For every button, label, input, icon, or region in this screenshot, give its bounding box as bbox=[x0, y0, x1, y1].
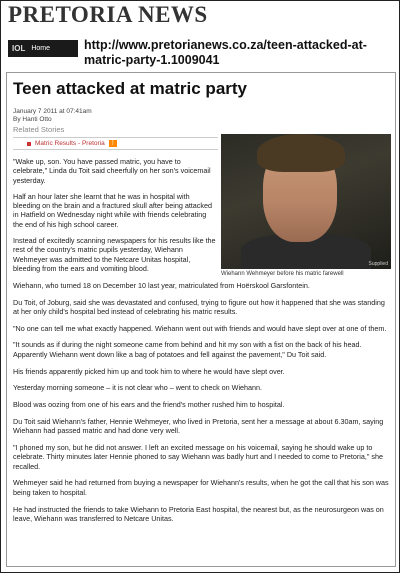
iol-logo[interactable]: IOL bbox=[12, 44, 26, 53]
article-date: January 7 2011 at 07:41am bbox=[13, 108, 92, 115]
photo-credit: Supplied bbox=[368, 261, 388, 267]
bullet-icon bbox=[27, 142, 31, 146]
nav-bar bbox=[8, 40, 78, 57]
photo-caption: Wiehann Wehmeyer before his matric farewell bbox=[221, 271, 344, 277]
article-paragraph: Blood was oozing from one of his ears and the friend's mother rushed him to hospital. bbox=[13, 400, 285, 410]
article-paragraph: "No one can tell me what exactly happened. Wiehann went out with friends and would have slept over at one of them. bbox=[13, 323, 387, 333]
article-meta bbox=[13, 108, 389, 124]
article-panel bbox=[6, 72, 396, 567]
article-byline: By Hanti Otto bbox=[13, 116, 52, 123]
article-headline: Teen attacked at matric party bbox=[13, 79, 247, 98]
article-paragraph: Half an hour later she learnt that he was in hospital with bleeding on the brain and a fractured skull after being attacked in Hatfield on Wednesday night while with friends celebrating the end of his high school career. bbox=[13, 191, 212, 229]
related-story-link[interactable]: Matric Results - Pretoria bbox=[35, 140, 105, 147]
portrait-image[interactable] bbox=[221, 134, 391, 269]
article-paragraph: His friends apparently picked him up and took him to where he would have slept over. bbox=[13, 366, 285, 376]
article-paragraph: Du Toit, of Joburg, said she was devastated and confused, trying to figure out how it happened that she was standing at her only child's hospital bed instead of celebrating his matric results. bbox=[13, 297, 385, 316]
article-paragraph: Yesterday morning someone – it is not clear who – went to check on Wiehann. bbox=[13, 383, 263, 393]
related-stories-heading: Related Stories bbox=[13, 125, 65, 134]
article-paragraph: "Wake up, son. You have passed matric, you have to celebrate," Linda du Toit said cheerfully on her son's voicemail yesterday. bbox=[13, 157, 211, 185]
related-story-item[interactable] bbox=[13, 137, 218, 150]
article-body bbox=[13, 281, 389, 523]
article-paragraph: Du Toit said Wiehann's father, Hennie Wehmeyer, who lived in Pretoria, sent her a message at about 6.30am, saying Wiehann had passed matric and had done very well. bbox=[13, 416, 384, 436]
article-column-text bbox=[13, 157, 216, 273]
article-paragraph: Wiehann, who turned 18 on December 10 last year, matriculated from Hoërskool Garsfontein. bbox=[13, 280, 310, 290]
article-paragraph: "It sounds as if during the night someone came from behind and hit my son with a fist on the back of his head. Apparently Wiehann went down like a bag of potatoes and fell against the pavement," Du Toit said. bbox=[13, 340, 362, 359]
photo-hair bbox=[257, 134, 345, 172]
article-paragraph: "I phoned my son, but he did not answer. I left an excited message on his voicemail, saying he should wake up to celebrate. Thirty minutes later Hennie phoned to say Wiehann was badly hurt and I needed to come to Pretoria," she recalled. bbox=[13, 443, 383, 471]
rss-icon[interactable]: ) bbox=[109, 140, 117, 147]
article-paragraph: Instead of excitedly scanning newspapers for his results like the rest of the country's matric pupils yesterday, Wiehann Wehmeyer was admitted to the Netcare Unitas hospital, bleeding from the ears and vomiting blood. bbox=[13, 236, 216, 273]
nav-home-link[interactable]: Home bbox=[31, 45, 51, 52]
site-masthead[interactable]: PRETORIA NEWS bbox=[8, 2, 208, 27]
article-paragraph: He had instructed the friends to take Wiehann to Pretoria East hospital, the nearest but, as the neurosurgeon was on leave, Wiehann was transferred to Netcare Unitas. bbox=[13, 504, 384, 523]
source-url: http://www.pretorianews.co.za/teen-attacked-at-matric-party-1.1009041 bbox=[84, 38, 367, 67]
article-paragraph: Wehmeyer said he had returned from buying a newspaper for Wiehann's results, when he got the call that his son was being taken to hospital. bbox=[13, 478, 389, 497]
article-photo bbox=[221, 134, 391, 280]
